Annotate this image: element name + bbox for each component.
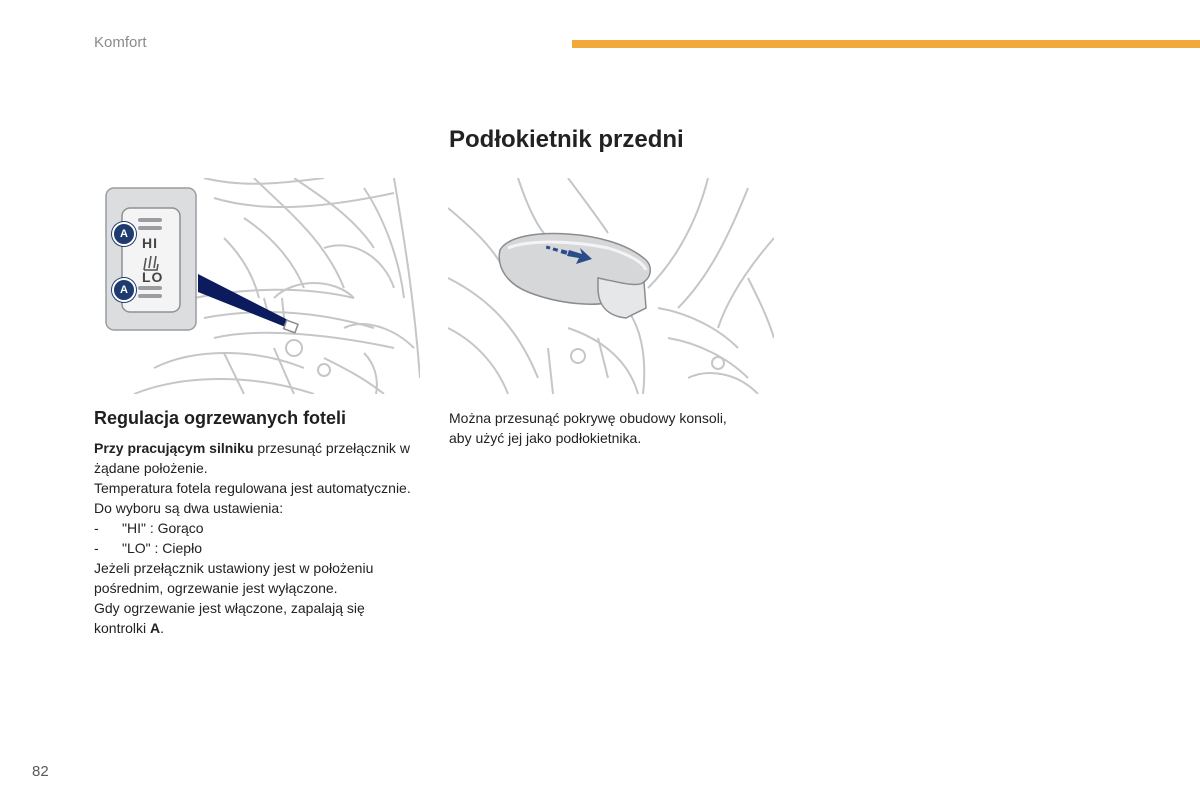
- indicator-paragraph: [94, 598, 414, 638]
- page-number: 82: [32, 763, 49, 780]
- header-accent-bar: [572, 40, 1200, 48]
- settings-intro: Do wyboru są dwa ustawienia:: [94, 500, 284, 516]
- indicator-text: Gdy ogrzewanie jest włączone, zapalają się kontrolki: [94, 600, 365, 636]
- off-paragraph: Jeżeli przełącznik ustawiony jest w położeniu pośrednim, ogrzewanie jest wyłączone.: [94, 560, 374, 596]
- armrest-line-1: Można przesunąć pokrywę obudowy konsoli,: [449, 410, 727, 426]
- seat-heating-illustration: [94, 178, 420, 394]
- setting-lo: [94, 538, 414, 558]
- heated-seats-heading: Regulacja ogrzewanych foteli: [94, 408, 347, 428]
- dash-bullet: -: [94, 540, 99, 556]
- intro-rest: przesunąć przełącznik w żądane położenie.: [94, 440, 410, 476]
- armrest-drawing: [448, 178, 774, 394]
- setting-hi: [94, 518, 414, 538]
- marker-a-top: A: [112, 222, 136, 246]
- setting-hi-text: "HI" : Gorąco: [122, 520, 204, 536]
- section-label: Komfort: [94, 34, 147, 51]
- indicator-end: .: [160, 620, 165, 636]
- car-interior-drawing: [94, 178, 420, 394]
- intro-paragraph: [94, 438, 414, 478]
- pointer-arrow: [198, 274, 292, 328]
- intro-bold: Przy pracującym silniku: [94, 440, 254, 456]
- armrest-text: [449, 408, 769, 448]
- armrest-illustration: [448, 178, 774, 394]
- dash-bullet: -: [94, 520, 99, 536]
- indicator-bold: A: [150, 620, 161, 636]
- heated-seats-text: [94, 438, 414, 638]
- auto-temp-paragraph: Temperatura fotela regulowana jest automatycznie.: [94, 480, 411, 496]
- marker-a-bottom: A: [112, 278, 136, 302]
- lo-label: LO: [142, 269, 164, 285]
- page-title: Podłokietnik przedni: [449, 126, 684, 153]
- hi-label: HI: [142, 235, 158, 251]
- armrest-line-2: aby użyć jej jako podłokietnika.: [449, 430, 642, 446]
- setting-lo-text: "LO" : Ciepło: [122, 540, 202, 556]
